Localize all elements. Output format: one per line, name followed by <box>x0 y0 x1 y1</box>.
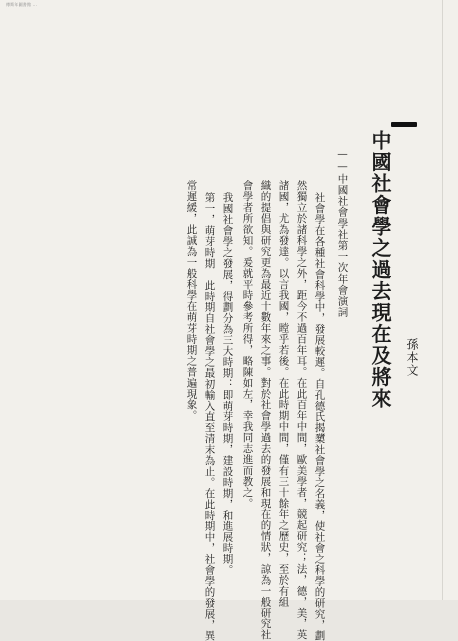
watermark-stamp: 傅斯年圖書館 ... <box>6 2 38 7</box>
text-column-5: 會學者所欲知。爰就平時參考所得，略陳如左，幸我同志進而教之。 <box>241 180 254 509</box>
text-column-6: 我國社會學之發展，得劃分為三大時期：即萌芽時期，建設時期，和進展時期。 <box>221 192 234 576</box>
text-column-8: 常遲緩，此誠為一般科學在萌芽時期之普遍現象。 <box>185 180 198 421</box>
page-edge-line <box>442 0 443 600</box>
author-name: 孫本文 <box>405 338 419 377</box>
text-column-1: 社會學在各種社會科學中，發展較遲。自孔德氏揭櫫社會學之名義，使社會之科學的研究，劃 <box>313 192 326 641</box>
article-title: 中國社會學之過去現在及將來 <box>368 130 392 410</box>
article-subtitle: ——中國社會學社第一次年會演詞 <box>336 148 349 318</box>
text-column-2: 然獨立於諸科學之外，距今不過百年耳。在此百年中間，歐美學者，競起研究；法，德，美，英 <box>295 180 308 640</box>
text-column-3: 諸國，尤為發達。以言我國，瞠乎若後。在此時期中間，僅有三十餘年之歷史，至於有組 <box>277 180 290 608</box>
section-number-one <box>391 122 417 127</box>
text-column-7: 第一，萌芽時期 此時期自社會學之最初輸入直至清末為止。在此時期中，社會學的發展，異 <box>203 192 216 641</box>
text-column-4: 織的提倡與研究更為最近十數年來之事。對於社會學過去的發展和現在的情狀，諒為一般研究社 <box>259 180 272 640</box>
